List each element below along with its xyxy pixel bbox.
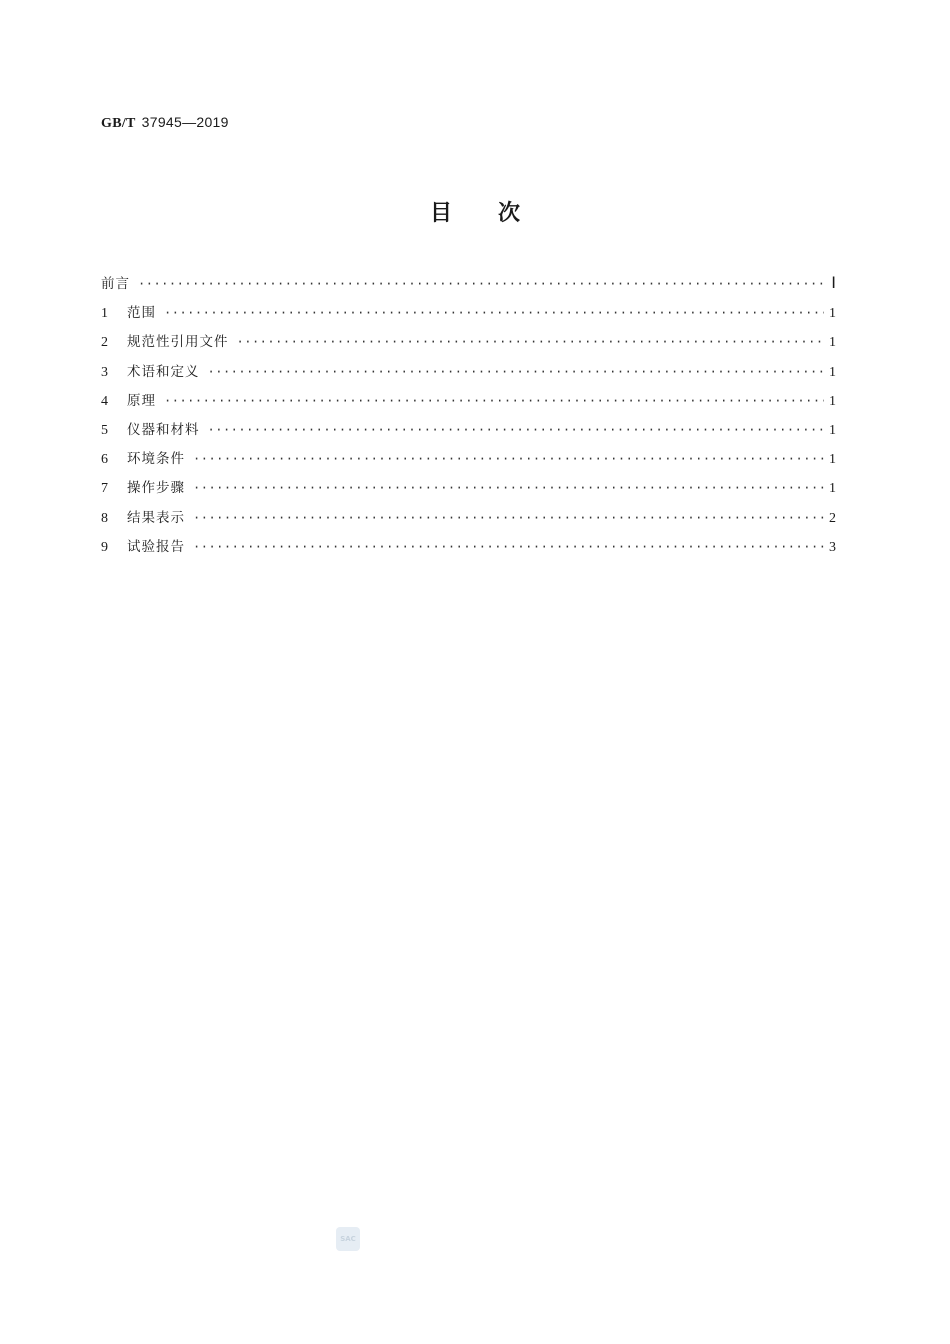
toc-leader-dots	[193, 478, 824, 498]
standard-code: GB/T	[101, 116, 136, 131]
toc-entry-results[interactable]	[101, 508, 836, 537]
toc-entry-scope[interactable]	[101, 303, 836, 332]
toc-entry-test-report[interactable]	[101, 537, 836, 566]
toc-entry-number: 4	[101, 393, 108, 409]
toc-entry-label: 前言	[101, 276, 130, 292]
toc-entry-foreword[interactable]	[101, 274, 836, 303]
toc-entry-page: 2	[829, 510, 836, 526]
toc-entry-number: 9	[101, 539, 108, 555]
toc-entry-normative-references[interactable]	[101, 332, 836, 361]
toc-entry-label: 仪器和材料	[127, 421, 200, 438]
toc-title	[0, 196, 950, 227]
toc-entry-label: 操作步骤	[127, 480, 185, 497]
standard-number: 37945—2019	[141, 114, 229, 130]
toc-leader-dots	[208, 420, 825, 440]
toc-entry-page: 1	[829, 481, 836, 497]
toc-entry-apparatus[interactable]	[101, 420, 836, 449]
toc-entry-label: 范围	[127, 305, 156, 322]
toc-leader-dots	[164, 391, 824, 411]
toc-entry-label: 规范性引用文件	[127, 334, 229, 351]
toc-entry-label: 结果表示	[127, 509, 185, 526]
toc-entry-environment[interactable]	[101, 449, 836, 478]
toc-entry-page: 1	[829, 306, 836, 322]
toc-entry-principle[interactable]	[101, 391, 836, 420]
toc-leader-dots	[237, 332, 825, 352]
toc-entry-page: 1	[829, 335, 836, 351]
toc-leader-dots	[164, 303, 824, 323]
toc-entry-number: 8	[101, 510, 108, 526]
toc-title-char-2: 次	[498, 201, 521, 226]
toc-entry-number: 6	[101, 452, 108, 468]
toc-entry-label: 试验报告	[127, 538, 185, 555]
toc-leader-dots	[138, 274, 824, 294]
toc-entry-page: 3	[829, 539, 836, 555]
toc-leader-dots	[193, 449, 824, 469]
toc-leader-dots	[193, 537, 824, 557]
toc-entry-number: 7	[101, 481, 108, 497]
toc-entry-number: 2	[101, 335, 108, 351]
toc-entry-page: 1	[829, 452, 836, 468]
toc-entry-label: 环境条件	[127, 451, 185, 468]
toc-entry-page: 1	[829, 364, 836, 380]
toc-entry-page: Ⅰ	[831, 275, 836, 292]
toc-leader-dots	[193, 508, 824, 528]
table-of-contents	[101, 274, 836, 566]
toc-entry-page: 1	[829, 393, 836, 409]
toc-entry-number: 5	[101, 422, 108, 438]
toc-entry-label: 原理	[127, 392, 156, 409]
toc-entry-terms-definitions[interactable]	[101, 362, 836, 391]
toc-entry-number: 1	[101, 306, 108, 322]
toc-entry-number: 3	[101, 364, 108, 380]
sac-watermark-logo: SAC	[336, 1227, 360, 1251]
toc-entry-procedure[interactable]	[101, 478, 836, 507]
standard-header	[101, 114, 229, 132]
toc-leader-dots	[208, 362, 825, 382]
toc-entry-page: 1	[829, 422, 836, 438]
toc-entry-label: 术语和定义	[127, 363, 200, 380]
toc-title-char-1: 目	[429, 201, 452, 226]
